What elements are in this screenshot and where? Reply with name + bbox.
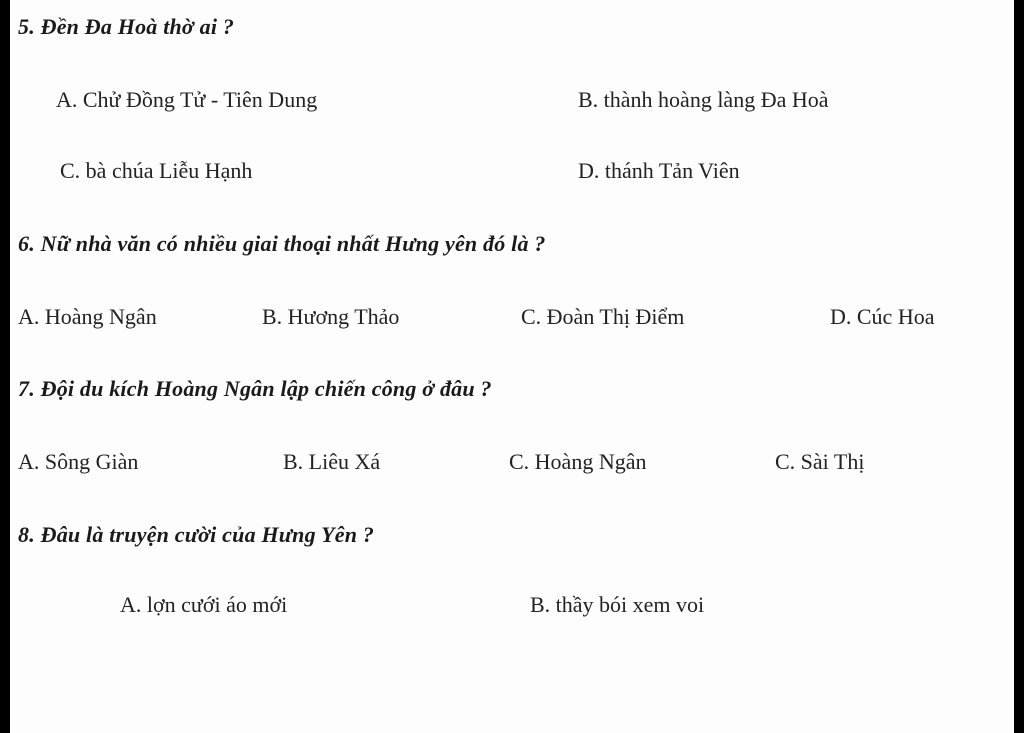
question-5-option-a: A. Chử Đồng Tử - Tiên Dung: [56, 87, 318, 112]
question-7-option-c: C. Hoàng Ngân: [509, 449, 647, 474]
question-5: 5. Đền Đa Hoà thờ ai ?: [18, 14, 235, 39]
question-6-option-c: C. Đoàn Thị Điểm: [521, 304, 685, 329]
question-7-option-d: C. Sài Thị: [775, 449, 865, 474]
question-8-option-a: A. lợn cưới áo mới: [120, 592, 288, 617]
question-7-option-b: B. Liêu Xá: [283, 449, 381, 474]
question-7-option-a: A. Sông Giàn: [18, 449, 139, 474]
question-5-option-c: C. bà chúa Liễu Hạnh: [60, 158, 253, 183]
document-page: [10, 0, 1014, 733]
question-8-option-b: B. thầy bói xem voi: [530, 592, 705, 617]
question-6-option-b: B. Hương Thảo: [262, 304, 400, 329]
question-7: 7. Đội du kích Hoàng Ngân lập chiến công ở đâu ?: [18, 376, 492, 401]
question-6-option-d: D. Cúc Hoa: [830, 304, 935, 329]
question-5-option-d: D. thánh Tản Viên: [578, 158, 740, 183]
question-6-option-a: A. Hoàng Ngân: [18, 304, 157, 329]
question-8: 8. Đâu là truyện cười của Hưng Yên ?: [18, 522, 375, 547]
question-6: 6. Nữ nhà văn có nhiều giai thoại nhất Hưng yên đó là ?: [18, 231, 546, 256]
question-5-option-b: B. thành hoàng làng Đa Hoà: [578, 87, 829, 112]
